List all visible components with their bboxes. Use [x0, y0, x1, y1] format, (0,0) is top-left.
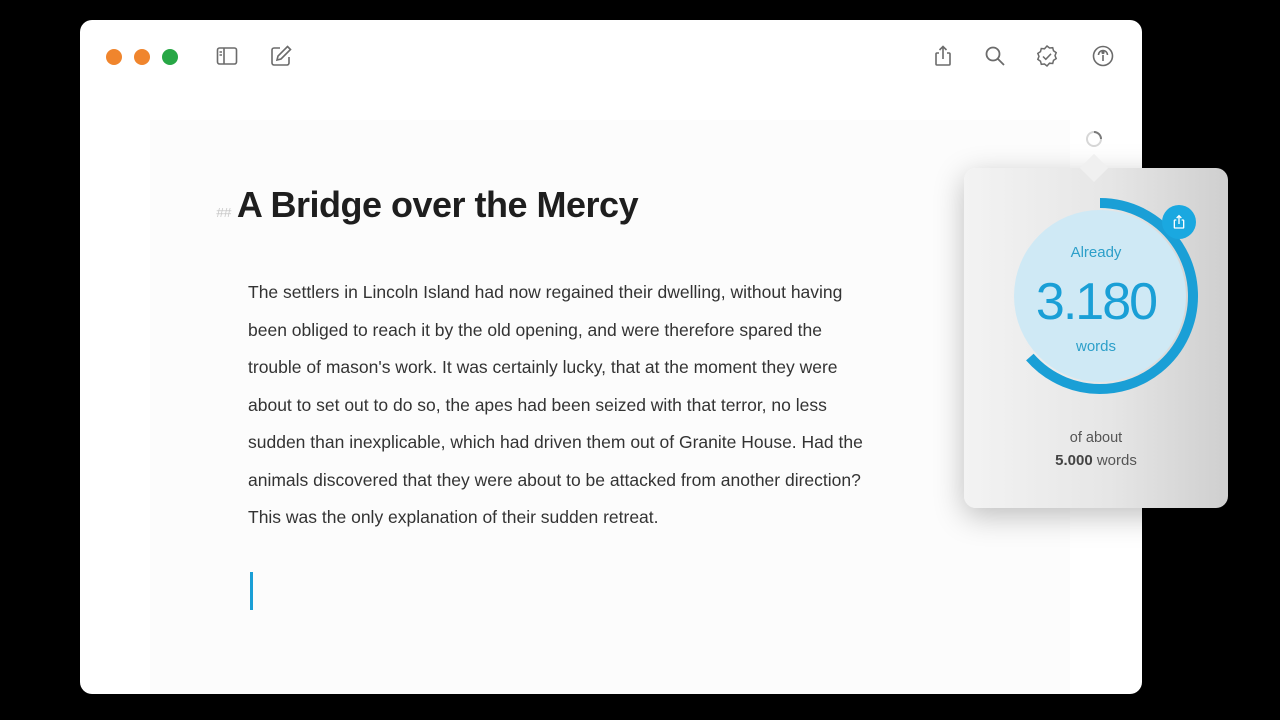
heading-marker: ##	[216, 206, 231, 222]
words-label: words	[1075, 338, 1116, 355]
goal-value: 5.000	[1055, 452, 1093, 469]
paragraph-line: sudden than inexplicable, which had driven them out of Granite House. Had the	[248, 432, 863, 452]
minimize-window-button[interactable]	[134, 49, 150, 65]
paragraph-line: about to set out to do so, the apes had been seized with that terror, no less	[248, 394, 827, 415]
word-goal-popover	[964, 168, 1228, 508]
check-badge-icon[interactable]	[1032, 41, 1062, 71]
toolbar	[80, 20, 1142, 92]
already-label: Already	[1070, 244, 1122, 261]
close-window-button[interactable]	[106, 49, 122, 65]
document-paragraph[interactable]	[248, 274, 968, 537]
paragraph-line: The settlers in Lincoln Island had now regained their dwelling, without having	[248, 282, 843, 302]
compose-icon[interactable]	[266, 41, 296, 71]
word-count-value: 3.180	[1035, 273, 1157, 331]
maximize-window-button[interactable]	[162, 49, 178, 65]
share-icon	[1171, 214, 1187, 230]
paragraph-line: been obliged to reach it by the old opening, and were therefore spared the	[248, 319, 823, 340]
goal-line	[964, 452, 1228, 469]
share-icon[interactable]	[928, 41, 958, 71]
goal-prefix: of about	[1069, 430, 1123, 446]
heading-row	[216, 184, 638, 226]
document-heading[interactable]: A Bridge over the Mercy	[236, 184, 639, 225]
paragraph-line: trouble of mason's work. It was certainly lucky, that at the moment they were	[248, 357, 838, 377]
text-cursor	[250, 572, 253, 610]
info-icon[interactable]	[1088, 41, 1118, 71]
sync-spinner-icon	[1084, 129, 1104, 149]
share-stats-button[interactable]	[1162, 205, 1196, 239]
goal-unit: words	[1096, 452, 1137, 469]
search-icon[interactable]	[980, 41, 1010, 71]
sidebar-toggle-icon[interactable]	[212, 41, 242, 71]
paragraph-line: This was the only explanation of their sudden retreat.	[248, 507, 659, 527]
paragraph-line: animals discovered that they were about to be attacked from another direction?	[248, 469, 861, 490]
